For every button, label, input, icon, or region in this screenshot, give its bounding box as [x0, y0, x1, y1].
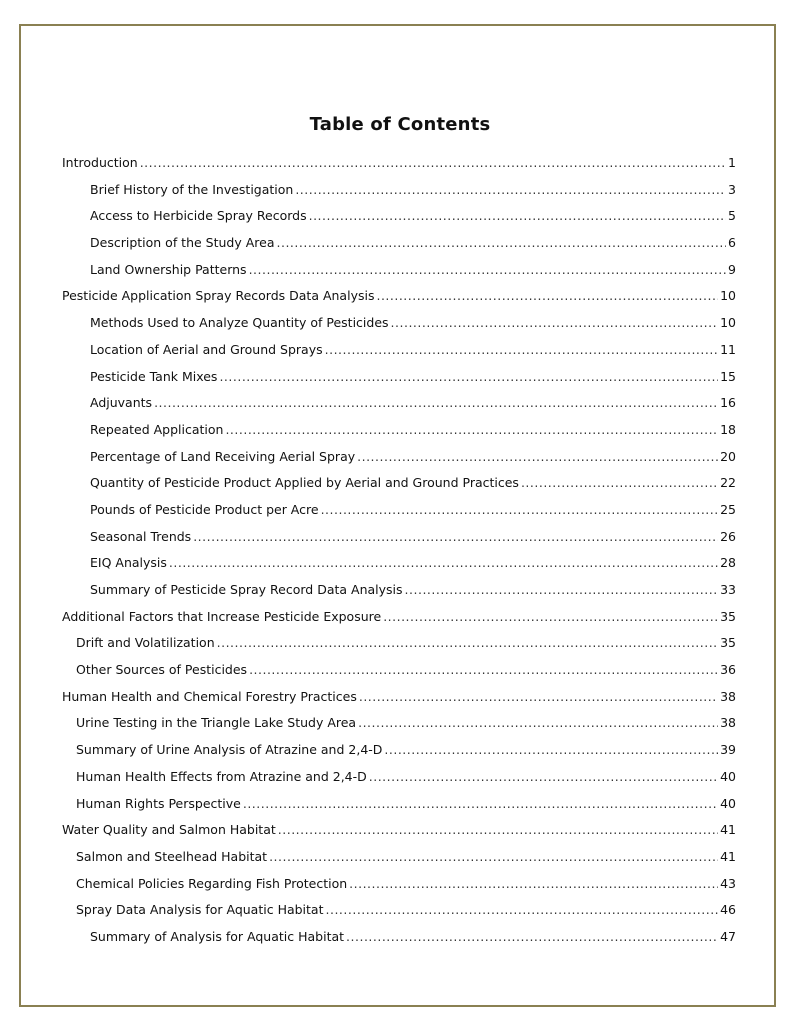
toc-entry-label: Other Sources of Pesticides	[76, 662, 248, 678]
dot-leader	[225, 417, 718, 444]
toc-entry-page: 33	[720, 582, 736, 597]
dot-leader	[359, 684, 718, 711]
toc-entry[interactable]	[62, 444, 736, 471]
toc-entry[interactable]	[62, 871, 736, 898]
dot-leader	[219, 364, 718, 391]
toc-entry-label: Summary of Analysis for Aquatic Habitat	[90, 928, 345, 944]
toc-entry-page: 40	[720, 768, 736, 784]
toc-entry-label: Drift and Volatilization	[76, 635, 215, 651]
toc-entry-label: Pesticide Tank Mixes	[90, 368, 218, 384]
toc-entry[interactable]	[62, 791, 736, 818]
dot-leader	[278, 817, 718, 844]
toc-entry-page: 6	[728, 235, 736, 251]
toc-entry[interactable]	[62, 657, 736, 684]
toc-entry-label: Repeated Application	[90, 421, 224, 437]
dot-leader	[376, 283, 718, 310]
toc-entry-label: Brief History of the Investigation	[90, 181, 294, 197]
toc-entry-page: 41	[720, 848, 736, 864]
toc-entry-label: Water Quality and Salmon Habitat	[62, 822, 276, 838]
toc-entry-label: Salmon and Steelhead Habitat	[76, 848, 268, 864]
dot-leader	[249, 657, 718, 684]
toc-entry-page: 28	[720, 555, 736, 571]
toc-entry-page: 5	[728, 208, 736, 224]
dot-leader	[277, 230, 727, 257]
toc-entry[interactable]	[62, 470, 736, 497]
toc-entry[interactable]	[62, 550, 736, 577]
toc-entry-label: Percentage of Land Receiving Aerial Spray	[90, 448, 356, 464]
toc-entry[interactable]	[62, 203, 736, 230]
toc-entry-label: Human Rights Perspective	[76, 795, 241, 811]
toc-entry-page: 35	[720, 635, 736, 651]
toc-entry-page: 36	[720, 662, 736, 678]
toc-entry-label: Seasonal Trends	[90, 528, 192, 544]
toc-entry-label: Urine Testing in the Triangle Lake Study Area	[76, 715, 357, 731]
toc-entry[interactable]	[62, 150, 736, 177]
toc-entry-label: Introduction	[62, 155, 138, 170]
toc-entry-page: 38	[720, 715, 736, 731]
toc-entry[interactable]	[62, 684, 736, 711]
toc-entry-label: Land Ownership Patterns	[90, 261, 247, 277]
toc-entry-label: Summary of Pesticide Spray Record Data Analysis	[90, 582, 403, 597]
dot-leader	[321, 497, 719, 524]
toc-entry[interactable]	[62, 337, 736, 364]
toc-entry[interactable]	[62, 257, 736, 284]
toc-entry-page: 1	[728, 155, 736, 170]
toc-entry-page: 40	[720, 795, 736, 811]
dot-leader	[349, 871, 718, 898]
dot-leader	[295, 177, 726, 204]
toc-entry[interactable]	[62, 844, 736, 871]
toc-entry-page: 16	[720, 395, 736, 411]
dot-leader	[391, 310, 719, 337]
dot-leader	[154, 390, 718, 417]
toc-entry[interactable]	[62, 390, 736, 417]
dot-leader	[346, 924, 718, 951]
dot-leader	[405, 577, 719, 604]
dot-leader	[326, 897, 719, 924]
toc-entry-page: 47	[720, 928, 736, 944]
dot-leader	[193, 524, 718, 551]
toc-entry[interactable]	[62, 577, 736, 604]
dot-leader	[383, 604, 718, 631]
table-of-contents	[62, 150, 736, 951]
dot-leader	[309, 203, 726, 230]
toc-entry-label: Methods Used to Analyze Quantity of Pesticides	[90, 315, 389, 331]
toc-entry[interactable]	[62, 604, 736, 631]
toc-entry-page: 38	[720, 688, 736, 704]
toc-entry-page: 35	[720, 608, 736, 624]
dot-leader	[169, 550, 718, 577]
toc-entry[interactable]	[62, 630, 736, 657]
toc-entry-label: Pounds of Pesticide Product per Acre	[90, 501, 319, 517]
toc-entry[interactable]	[62, 364, 736, 391]
toc-entry-page: 39	[720, 742, 736, 758]
toc-entry-page: 25	[720, 501, 736, 517]
dot-leader	[384, 737, 718, 764]
toc-entry[interactable]	[62, 417, 736, 444]
toc-entry-label: EIQ Analysis	[90, 555, 167, 571]
toc-entry-label: Additional Factors that Increase Pesticide Exposure	[62, 608, 382, 624]
dot-leader	[521, 470, 718, 497]
toc-entry-label: Description of the Study Area	[90, 235, 275, 251]
toc-entry-page: 43	[720, 875, 736, 891]
toc-entry[interactable]	[62, 177, 736, 204]
toc-entry-page: 15	[720, 368, 736, 384]
toc-entry-page: 11	[720, 341, 736, 357]
toc-entry-label: Pesticide Application Spray Records Data Analysis	[62, 288, 375, 304]
toc-entry-label: Summary of Urine Analysis of Atrazine and 2,4-D	[76, 742, 383, 758]
toc-entry[interactable]	[62, 817, 736, 844]
toc-entry-label: Quantity of Pesticide Product Applied by Aerial and Ground Practices	[90, 475, 519, 491]
dot-leader	[325, 337, 718, 364]
toc-entry[interactable]	[62, 737, 736, 764]
dot-leader	[140, 150, 726, 177]
toc-entry-page: 46	[720, 902, 736, 918]
dot-leader	[269, 844, 718, 871]
toc-entry-page: 9	[728, 261, 736, 277]
page-title: Table of Contents	[309, 114, 491, 135]
toc-entry-page: 3	[728, 181, 736, 197]
dot-leader	[249, 257, 726, 284]
toc-entry-label: Human Health Effects from Atrazine and 2,4-D	[76, 768, 367, 784]
toc-entry-label: Spray Data Analysis for Aquatic Habitat	[76, 902, 324, 918]
toc-entry[interactable]	[62, 710, 736, 737]
toc-entry-label: Human Health and Chemical Forestry Practices	[62, 688, 357, 704]
dot-leader	[369, 764, 718, 791]
toc-entry-page: 26	[720, 528, 736, 544]
toc-entry-label: Chemical Policies Regarding Fish Protection	[76, 875, 348, 891]
toc-entry-label: Access to Herbicide Spray Records	[90, 208, 307, 224]
toc-entry-label: Location of Aerial and Ground Sprays	[90, 341, 323, 357]
toc-entry[interactable]	[62, 497, 736, 524]
toc-entry[interactable]	[62, 764, 736, 791]
dot-leader	[217, 630, 718, 657]
dot-leader	[243, 791, 718, 818]
toc-entry-label: Adjuvants	[90, 395, 153, 411]
toc-entry[interactable]	[62, 897, 736, 924]
toc-entry-page: 41	[720, 822, 736, 838]
toc-entry-page: 22	[720, 475, 736, 491]
toc-entry[interactable]	[62, 924, 736, 951]
toc-entry[interactable]	[62, 310, 736, 337]
toc-entry[interactable]	[62, 230, 736, 257]
toc-entry-page: 20	[720, 448, 736, 464]
toc-entry-page: 10	[720, 315, 736, 331]
dot-leader	[357, 444, 718, 471]
toc-entry-page: 10	[720, 288, 736, 304]
toc-entry-page: 18	[720, 421, 736, 437]
toc-entry[interactable]	[62, 283, 736, 310]
dot-leader	[358, 710, 718, 737]
toc-entry[interactable]	[62, 524, 736, 551]
